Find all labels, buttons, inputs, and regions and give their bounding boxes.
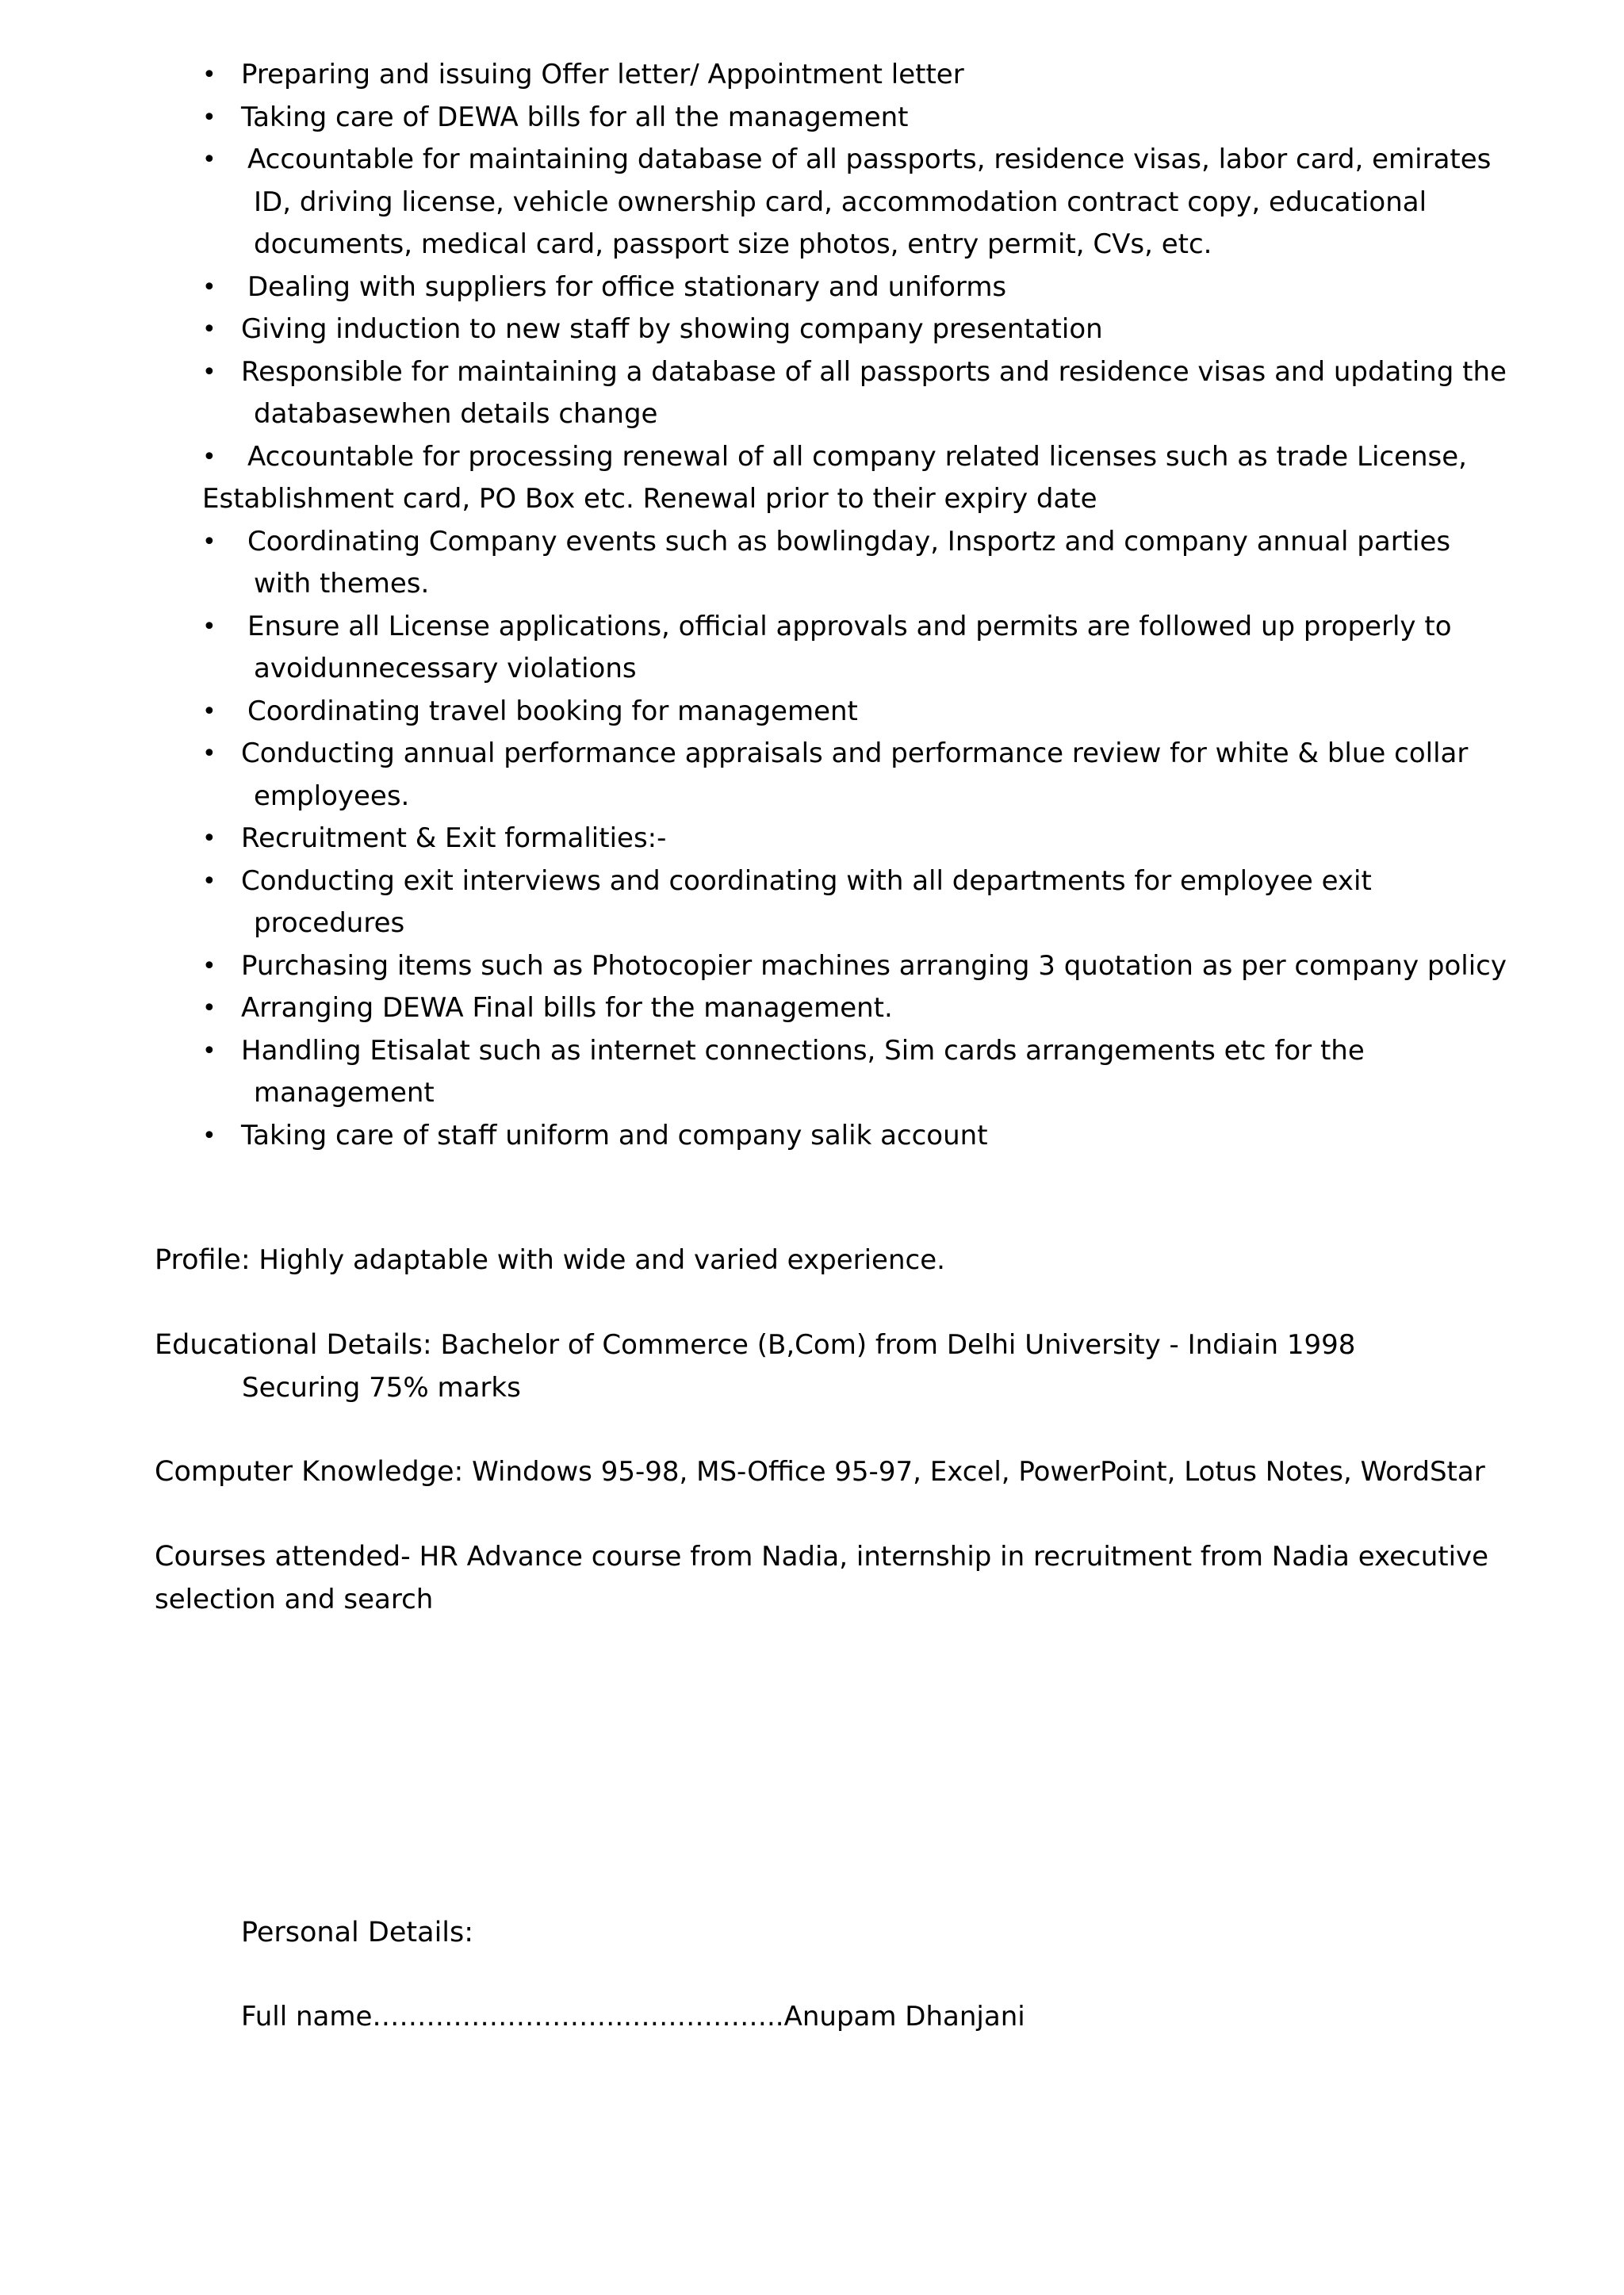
courses-text: HR Advance course from Nadia, internship in recruitment from Nadia executive	[410, 1541, 1489, 1573]
courses-section	[155, 1536, 1488, 1621]
duty-text-continuation: employees.	[254, 780, 410, 812]
computer-text: Windows 95-98, MS-Office 95-97, Excel, PowerPoint, Lotus Notes, WordStar	[463, 1456, 1485, 1488]
bullet-icon: •	[202, 1036, 216, 1065]
duty-text: Responsible for maintaining a database of all passports and residence visas and updating the	[241, 355, 1507, 388]
duty-item	[0, 606, 1624, 691]
duty-text: Purchasing items such as Photocopier machines arranging 3 quotation as per company policy	[241, 949, 1507, 982]
bullet-icon: •	[202, 825, 216, 852]
duty-text: Handling Etisalat such as internet connections, Sim cards arrangements etc for the	[241, 1034, 1365, 1067]
bullet-icon: •	[202, 952, 216, 980]
courses-label: Courses attended-	[155, 1541, 411, 1573]
duty-item	[0, 266, 1624, 309]
duty-item	[0, 860, 1624, 945]
bullet-icon: •	[202, 1121, 216, 1150]
computer-section	[155, 1451, 1485, 1494]
full-name-row	[241, 2001, 1025, 2033]
full-name-value: Anupam Dhanjani	[783, 2001, 1025, 2033]
bullet-icon: •	[202, 994, 216, 1022]
duty-text: Taking care of staff uniform and company salik account	[241, 1119, 988, 1151]
duty-text-continuation: with themes.	[254, 568, 430, 600]
duty-text-continuation: documents, medical card, passport size photos, entry permit, CVs, etc.	[254, 228, 1212, 260]
duty-item	[0, 54, 1624, 97]
duty-text-continuation: avoidunnecessary violations	[254, 653, 637, 684]
duty-text: Ensure all License applications, official approvals and permits are followed up properly to	[247, 610, 1452, 642]
profile-text: Highly adaptable with wide and varied experience.	[250, 1244, 945, 1276]
duty-item	[0, 987, 1624, 1030]
duties-list	[0, 54, 1624, 1157]
duty-text-continuation: ID, driving license, vehicle ownership card, accommodation contract copy, educational	[254, 186, 1427, 218]
duty-text: Coordinating Company events such as bowlingday, Insportz and company annual parties	[247, 525, 1451, 557]
duty-text-continuation: Establishment card, PO Box etc. Renewal prior to their expiry date	[202, 483, 1097, 515]
bullet-icon: •	[202, 358, 216, 386]
profile-label: Profile:	[155, 1244, 251, 1276]
education-line2: Securing 75% marks	[242, 1371, 521, 1404]
duty-text-continuation: databasewhen details change	[254, 398, 658, 430]
duty-item	[0, 139, 1624, 266]
duty-text: Accountable for processing renewal of all company related licenses such as trade License,	[247, 440, 1467, 473]
duty-text: Conducting annual performance appraisals and performance review for white & blue collar	[241, 738, 1469, 769]
education-section	[155, 1324, 1355, 1409]
duty-item	[0, 436, 1624, 521]
courses-line2: selection and search	[155, 1583, 434, 1615]
bullet-icon: •	[202, 612, 216, 641]
duty-item	[0, 1030, 1624, 1115]
bullet-icon: •	[202, 867, 216, 895]
duty-text: Taking care of DEWA bills for all the management	[241, 101, 909, 133]
duty-item	[0, 733, 1624, 818]
duty-item	[0, 308, 1624, 351]
bullet-icon: •	[202, 146, 216, 174]
duty-text: Arranging DEWA Final bills for the management.	[241, 992, 893, 1024]
duty-item	[0, 97, 1624, 140]
education-label: Educational Details:	[155, 1329, 432, 1361]
duty-text-continuation: management	[254, 1077, 435, 1109]
bullet-icon: •	[202, 443, 216, 471]
profile-section	[155, 1239, 945, 1282]
bullet-icon: •	[202, 316, 216, 343]
duty-text-continuation: procedures	[254, 907, 405, 939]
duty-text: Preparing and issuing Offer letter/ Appointment letter	[241, 59, 964, 90]
bullet-icon: •	[202, 697, 216, 726]
duty-item	[0, 521, 1624, 606]
duty-item	[0, 1115, 1624, 1158]
education-text: Bachelor of Commerce (B,Com) from Delhi University - Indiain 1998	[431, 1329, 1356, 1361]
duty-text: Giving induction to new staff by showing company presentation	[241, 313, 1103, 345]
duty-text: Accountable for maintaining database of all passports, residence visas, labor card, emirates	[247, 144, 1492, 175]
duty-text: Dealing with suppliers for office stationary and uniforms	[247, 270, 1007, 303]
duty-text: Recruitment & Exit formalities:-	[241, 822, 667, 854]
full-name-label: Full name………………………..……………..	[241, 2001, 784, 2033]
bullet-icon: •	[202, 103, 216, 132]
bullet-icon: •	[202, 273, 216, 301]
bullet-icon: •	[202, 740, 216, 768]
duty-item	[0, 351, 1624, 436]
duty-item	[0, 945, 1624, 988]
bullet-icon: •	[202, 61, 216, 89]
duty-item	[0, 691, 1624, 734]
duty-text: Conducting exit interviews and coordinating with all departments for employee exit	[241, 864, 1372, 897]
duty-item	[0, 818, 1624, 860]
bullet-icon: •	[202, 527, 216, 556]
duty-text: Coordinating travel booking for management	[247, 695, 858, 727]
computer-label: Computer Knowledge:	[155, 1456, 464, 1488]
personal-details-heading: Personal Details:	[241, 1917, 474, 1948]
